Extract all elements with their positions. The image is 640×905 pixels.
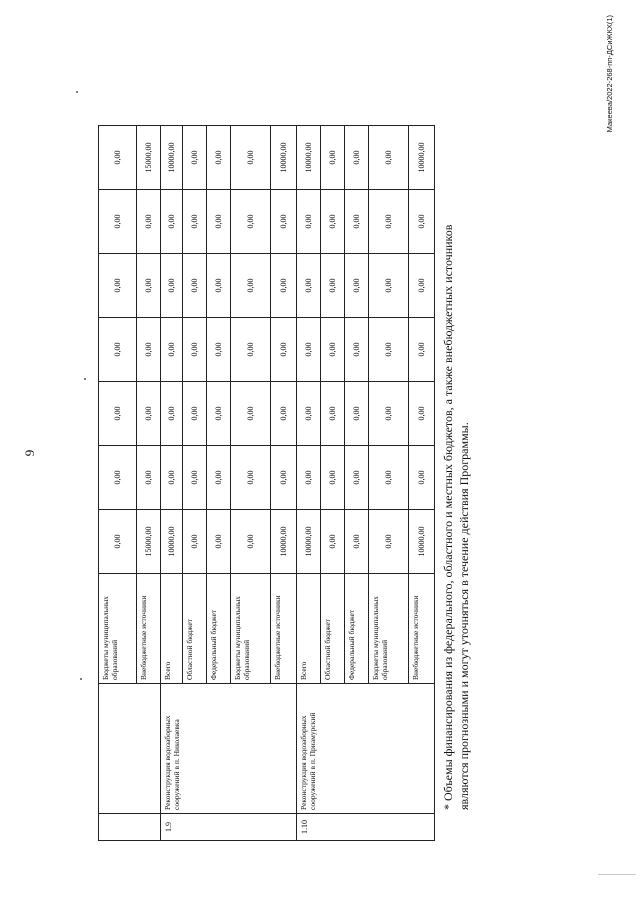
value-cell: 0,00 xyxy=(183,382,207,446)
scan-dot xyxy=(76,91,78,93)
value-cell: 0,00 xyxy=(271,382,297,446)
value-cell: 0,00 xyxy=(183,190,207,254)
value-cell: 0,00 xyxy=(369,318,409,382)
value-cell: 0,00 xyxy=(161,446,183,510)
value-cell: 0,00 xyxy=(297,446,321,510)
value-cell: 10000,00 xyxy=(161,126,183,190)
value-cell: 0,00 xyxy=(231,254,271,318)
value-cell: 0,00 xyxy=(207,446,231,510)
value-cell: 0,00 xyxy=(369,510,409,574)
value-cell: 0,00 xyxy=(321,190,345,254)
value-cell: 0,00 xyxy=(231,190,271,254)
value-cell: 0,00 xyxy=(161,318,183,382)
value-cell: 0,00 xyxy=(183,446,207,510)
index-cell xyxy=(99,814,161,841)
value-cell: 10000,00 xyxy=(271,510,297,574)
value-cell: 0,00 xyxy=(207,190,231,254)
value-cell: 0,00 xyxy=(271,190,297,254)
value-cell: 0,00 xyxy=(369,190,409,254)
value-cell: 0,00 xyxy=(409,382,435,446)
value-cell: 0,00 xyxy=(99,190,137,254)
value-cell: 0,00 xyxy=(321,254,345,318)
value-cell: 0,00 xyxy=(409,446,435,510)
value-cell: 0,00 xyxy=(409,190,435,254)
value-cell: 0,00 xyxy=(369,382,409,446)
footnote-line: являются прогнозными и могут уточняться в течение действия Программы. xyxy=(457,422,471,810)
value-cell: 0,00 xyxy=(99,446,137,510)
value-cell: 0,00 xyxy=(369,446,409,510)
value-cell: 0,00 xyxy=(297,190,321,254)
value-cell: 0,00 xyxy=(99,318,137,382)
scan-dot xyxy=(80,678,82,680)
value-cell: 0,00 xyxy=(99,126,137,190)
value-cell: 0,00 xyxy=(271,318,297,382)
source-cell: Всего xyxy=(297,574,321,684)
value-cell: 0,00 xyxy=(409,318,435,382)
value-cell: 0,00 xyxy=(321,126,345,190)
source-cell: Бюджеты муниципальных образований xyxy=(369,574,409,684)
value-cell: 10000,00 xyxy=(297,510,321,574)
value-cell: 0,00 xyxy=(99,254,137,318)
value-cell: 0,00 xyxy=(161,190,183,254)
value-cell: 0,00 xyxy=(207,510,231,574)
name-cell: Реконструкция водозаборных сооружений в п. Николаевка xyxy=(161,684,297,814)
value-cell: 0,00 xyxy=(99,510,137,574)
source-cell: Внебюджетные источники xyxy=(409,574,435,684)
document-code: Макеева/2022-268-пп-ДСиЖКХ(1) xyxy=(605,15,614,133)
value-cell: 0,00 xyxy=(321,382,345,446)
value-cell: 0,00 xyxy=(207,126,231,190)
name-cell xyxy=(99,684,161,814)
value-cell: 0,00 xyxy=(321,446,345,510)
name-cell: Реконструкция водозаборных сооружений в п. Приамурский xyxy=(297,684,435,814)
value-cell: 0,00 xyxy=(345,254,369,318)
scan-mark xyxy=(598,874,636,875)
table-row xyxy=(161,126,183,841)
value-cell: 0,00 xyxy=(207,318,231,382)
value-cell: 10000,00 xyxy=(161,510,183,574)
footnote xyxy=(440,110,472,810)
value-cell: 10000,00 xyxy=(271,126,297,190)
page-number: 9 xyxy=(22,449,37,457)
value-cell: 0,00 xyxy=(137,190,161,254)
value-cell: 0,00 xyxy=(207,382,231,446)
value-cell: 10000,00 xyxy=(409,126,435,190)
value-cell: 0,00 xyxy=(231,510,271,574)
source-cell: Областной бюджет xyxy=(183,574,207,684)
value-cell: 0,00 xyxy=(161,254,183,318)
value-cell: 0,00 xyxy=(345,190,369,254)
value-cell: 0,00 xyxy=(409,254,435,318)
value-cell: 0,00 xyxy=(321,510,345,574)
source-cell: Внебюджетные источники xyxy=(137,574,161,684)
value-cell: 0,00 xyxy=(369,254,409,318)
value-cell: 10000,00 xyxy=(409,510,435,574)
index-cell: 1.10 xyxy=(297,814,435,841)
source-cell: Бюджеты муниципальных образований xyxy=(99,574,137,684)
value-cell: 0,00 xyxy=(207,254,231,318)
value-cell: 0,00 xyxy=(271,254,297,318)
value-cell: 10000,00 xyxy=(297,126,321,190)
source-cell: Областной бюджет xyxy=(321,574,345,684)
source-cell: Федеральный бюджет xyxy=(207,574,231,684)
value-cell: 0,00 xyxy=(183,510,207,574)
value-cell: 0,00 xyxy=(161,382,183,446)
value-cell: 0,00 xyxy=(137,382,161,446)
source-cell: Всего xyxy=(161,574,183,684)
value-cell: 0,00 xyxy=(99,382,137,446)
value-cell: 0,00 xyxy=(345,446,369,510)
value-cell: 0,00 xyxy=(183,126,207,190)
value-cell: 0,00 xyxy=(297,382,321,446)
table-row xyxy=(297,126,321,841)
source-cell: Федеральный бюджет xyxy=(345,574,369,684)
value-cell: 0,00 xyxy=(297,318,321,382)
footnote-line: * Объемы финансирования из федерального, областного и местных бюджетов, а также внебюджетных источников xyxy=(441,224,455,810)
value-cell: 0,00 xyxy=(231,382,271,446)
value-cell: 0,00 xyxy=(231,126,271,190)
value-cell: 0,00 xyxy=(345,126,369,190)
source-cell: Внебюджетные источники xyxy=(271,574,297,684)
value-cell: 0,00 xyxy=(231,446,271,510)
value-cell: 0,00 xyxy=(137,254,161,318)
value-cell: 0,00 xyxy=(345,382,369,446)
source-cell: Бюджеты муниципальных образований xyxy=(231,574,271,684)
value-cell: 15000,00 xyxy=(137,510,161,574)
value-cell: 0,00 xyxy=(183,254,207,318)
value-cell: 0,00 xyxy=(345,318,369,382)
value-cell: 0,00 xyxy=(183,318,207,382)
value-cell: 0,00 xyxy=(271,446,297,510)
value-cell: 15000,00 xyxy=(137,126,161,190)
value-cell: 0,00 xyxy=(137,446,161,510)
value-cell: 0,00 xyxy=(369,126,409,190)
value-cell: 0,00 xyxy=(231,318,271,382)
value-cell: 0,00 xyxy=(345,510,369,574)
scan-dot xyxy=(84,378,86,380)
value-cell: 0,00 xyxy=(321,318,345,382)
table-row xyxy=(99,126,137,841)
index-cell: 1.9 xyxy=(161,814,297,841)
value-cell: 0,00 xyxy=(137,318,161,382)
financing-table xyxy=(98,125,435,841)
value-cell: 0,00 xyxy=(297,254,321,318)
